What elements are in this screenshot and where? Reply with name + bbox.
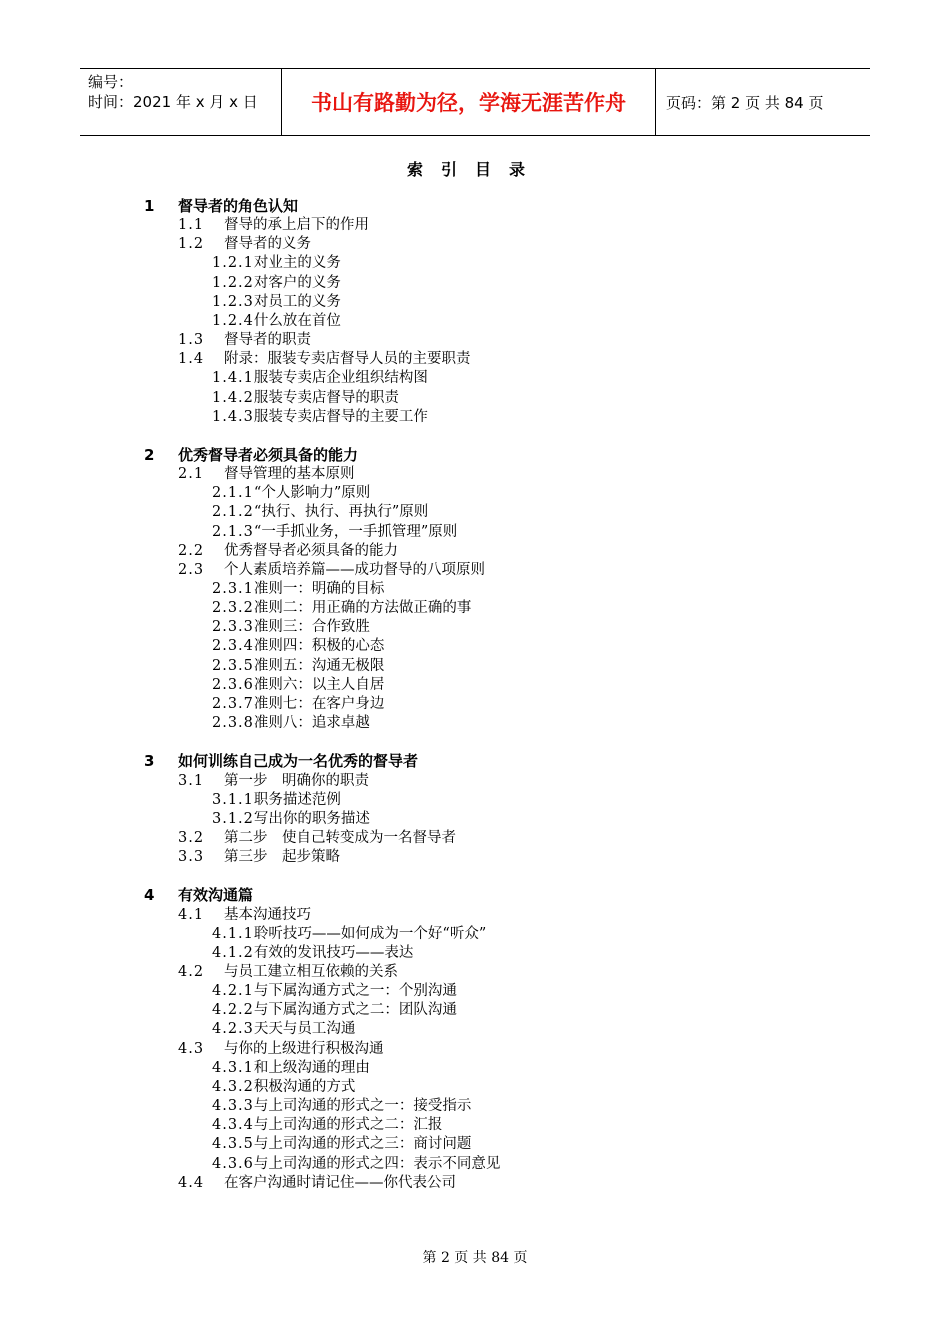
toc-entry-level-3 <box>212 618 370 637</box>
toc-text: 有效沟通篇 <box>178 886 254 905</box>
toc-text: 优秀督导者必须具备的能力 <box>224 542 398 559</box>
toc-number: 4.4 <box>178 1174 205 1191</box>
toc-entry-level-3 <box>212 944 413 963</box>
toc-number: 4.3.5 <box>212 1136 254 1153</box>
toc-number: 2.1.3 <box>212 523 254 540</box>
toc-number: 4.1.2 <box>212 944 254 961</box>
header-meta-cell <box>80 69 282 135</box>
toc-number: 2.3.1 <box>212 581 254 597</box>
toc-number: 2.3.7 <box>212 695 254 712</box>
toc-text: 准则五：沟通无极限 <box>253 657 385 674</box>
toc-text: 对客户的义务 <box>253 274 341 291</box>
toc-text: 第一步 明确你的职责 <box>224 772 369 789</box>
toc-text: 与下属沟通方式之一：个别沟通 <box>253 983 457 1000</box>
toc-text: 和上级沟通的理由 <box>253 1059 370 1076</box>
toc-text: 准则四：积极的心态 <box>253 638 385 655</box>
toc-entry-level-3 <box>212 714 370 733</box>
toc-entry-level-3 <box>212 408 428 427</box>
toc-number: 2.3.3 <box>212 619 254 636</box>
toc-entry-level-2 <box>178 216 369 235</box>
toc-number: 2.3.2 <box>212 600 254 617</box>
toc-text: 职务描述范例 <box>253 791 341 808</box>
toc-entry-level-3 <box>212 389 399 408</box>
toc-text: 督导管理的基本原则 <box>224 466 355 483</box>
toc-entry-level-3 <box>212 1078 355 1097</box>
toc-number: 4.3 <box>178 1040 205 1057</box>
toc-entry-level-3 <box>212 293 341 312</box>
toc-entry-level-1 <box>144 752 418 771</box>
toc-entry-level-2 <box>178 561 485 580</box>
toc-entry-level-3 <box>212 484 370 503</box>
toc-entry-level-3 <box>212 982 457 1001</box>
toc-number: 1.2.4 <box>212 312 254 329</box>
toc-number: 4.3.4 <box>212 1117 254 1134</box>
toc-number: 1.2.1 <box>212 255 254 272</box>
toc-text: 督导者的角色认知 <box>178 197 299 215</box>
toc-entry-level-3 <box>212 599 471 618</box>
toc-text: 如何训练自己成为一名优秀的督导者 <box>178 752 419 771</box>
toc-text: 与上司沟通的形式之二：汇报 <box>253 1117 443 1134</box>
toc-entry-level-3 <box>212 810 370 829</box>
toc-number: 4.3.2 <box>212 1078 254 1095</box>
toc-text: 天天与员工沟通 <box>253 1021 356 1038</box>
toc-text: 聆听技巧——如何成为一个好“听众” <box>253 925 487 942</box>
toc-number: 2.3.4 <box>212 638 254 655</box>
toc-text: 与员工建立相互依赖的关系 <box>224 964 398 980</box>
toc-text: 督导的承上启下的作用 <box>224 217 369 234</box>
toc-text: 积极沟通的方式 <box>253 1078 356 1095</box>
toc-entry-level-2 <box>178 350 471 369</box>
toc-text: 与上司沟通的形式之四：表示不同意见 <box>253 1155 501 1172</box>
toc-number: 3 <box>144 752 155 771</box>
toc-number: 4.1 <box>178 906 205 923</box>
toc-text: 与下属沟通方式之二：团队沟通 <box>253 1002 457 1019</box>
page-title: 索引目录 <box>406 160 543 179</box>
toc-entry-level-2 <box>178 772 369 791</box>
toc-text: 准则七：在客户身边 <box>253 695 385 712</box>
toc-number: 1.4.1 <box>212 370 254 387</box>
toc-text: 对员工的义务 <box>253 293 341 310</box>
toc-text: 督导者的职责 <box>224 332 311 349</box>
toc-entry-level-3 <box>212 1097 471 1116</box>
toc-text: 第三步 起步策略 <box>224 849 340 866</box>
toc-entry-level-3 <box>212 580 384 599</box>
toc-text: 对业主的义务 <box>253 255 341 272</box>
toc-entry-level-1 <box>144 886 253 905</box>
toc-entry-level-2 <box>178 848 340 867</box>
toc-number: 4.1.1 <box>212 925 254 942</box>
toc-entry-level-2 <box>178 331 311 350</box>
toc-entry-level-3 <box>212 695 384 714</box>
toc-number: 1.4 <box>178 351 205 368</box>
toc-entry-level-3 <box>212 925 486 944</box>
toc-entry-level-3 <box>212 369 428 388</box>
toc-number: 4.2.1 <box>212 983 254 1000</box>
toc-entry-level-3 <box>212 637 384 656</box>
toc-entry-level-1 <box>144 446 358 465</box>
toc-number: 2.3 <box>178 561 205 578</box>
toc-entry-level-2 <box>178 906 311 925</box>
toc-number: 4.3.6 <box>212 1155 254 1172</box>
toc-entry-level-3 <box>212 1059 370 1078</box>
toc-number: 2.3.8 <box>212 715 254 732</box>
toc-text: 什么放在首位 <box>253 312 341 329</box>
toc-number: 2.1.2 <box>212 504 254 521</box>
toc-text: 准则八：追求卓越 <box>253 715 370 732</box>
toc-text: 准则三：合作致胜 <box>253 619 370 636</box>
toc-number: 1.1 <box>178 217 205 234</box>
date-label: 时间：2021 年 x 月 x 日 <box>88 93 258 111</box>
toc-entry-level-3 <box>212 312 341 331</box>
toc-text: 准则一：明确的目标 <box>253 581 385 597</box>
toc-number: 1.2 <box>178 236 205 253</box>
toc-text: 有效的发讯技巧——表达 <box>253 944 414 961</box>
toc-entry-level-2 <box>178 1174 456 1193</box>
toc-entry-level-3 <box>212 503 428 522</box>
toc-entry-level-3 <box>212 1135 471 1154</box>
toc-entry-level-2 <box>178 963 398 982</box>
serial-label: 编号： <box>88 73 134 91</box>
toc-text: 附录：服装专卖店督导人员的主要职责 <box>224 351 471 368</box>
toc-number: 2.3.5 <box>212 657 254 674</box>
toc-entry-level-3 <box>212 254 341 273</box>
toc-entry-level-3 <box>212 523 457 542</box>
toc-text: 在客户沟通时请记住——你代表公司 <box>224 1174 456 1191</box>
toc-entry-level-3 <box>212 676 384 695</box>
toc-entry-level-3 <box>212 274 341 293</box>
header-motto: 书山有路勤为径，学海无涯苦作舟 <box>282 69 656 135</box>
toc-entry-level-3 <box>212 1116 442 1135</box>
toc-entry-level-3 <box>212 1001 457 1020</box>
toc-number: 1.2.3 <box>212 293 254 310</box>
toc-text: 基本沟通技巧 <box>224 906 311 923</box>
toc-number: 4.3.1 <box>212 1059 254 1076</box>
toc-number: 3.1.2 <box>212 810 254 827</box>
toc-text: 个人素质培养篇——成功督导的八项原则 <box>224 561 485 578</box>
toc-number: 1.3 <box>178 332 205 349</box>
toc-entry-level-3 <box>212 1155 500 1174</box>
toc-text: 服装专卖店督导的职责 <box>253 389 399 406</box>
header-table <box>80 68 870 136</box>
toc-entry-level-2 <box>178 465 355 484</box>
toc-number: 2 <box>144 445 155 464</box>
toc-number: 4.2 <box>178 964 205 980</box>
toc-number: 4.2.2 <box>212 1002 254 1019</box>
toc-text: “执行、执行、再执行”原则 <box>253 504 429 521</box>
toc-number: 2.1 <box>178 466 205 483</box>
toc-number: 2.1.1 <box>212 485 254 502</box>
toc-entry-level-2 <box>178 1040 384 1059</box>
toc-text: “个人影响力”原则 <box>253 485 371 502</box>
toc-text: 与上司沟通的形式之三：商讨问题 <box>253 1136 472 1153</box>
toc-entry-level-2 <box>178 235 311 254</box>
toc-text: 服装专卖店督导的主要工作 <box>253 408 428 425</box>
toc-text: 督导者的义务 <box>224 236 311 253</box>
toc-number: 3.1 <box>178 772 205 789</box>
toc-number: 3.1.1 <box>212 791 254 808</box>
toc-entry-level-2 <box>178 542 398 561</box>
toc-number: 3.2 <box>178 829 205 846</box>
toc-entry-level-2 <box>178 829 456 848</box>
toc-number: 1 <box>144 197 155 215</box>
toc-entry-level-3 <box>212 791 341 810</box>
toc-number: 1.4.3 <box>212 408 254 425</box>
toc-number: 1.4.2 <box>212 389 254 406</box>
toc-text: 准则二：用正确的方法做正确的事 <box>253 600 472 617</box>
toc-text: 准则六：以主人自居 <box>253 676 385 693</box>
toc-number: 4.2.3 <box>212 1021 254 1038</box>
toc-text: 与上司沟通的形式之一：接受指示 <box>253 1098 472 1115</box>
toc-entry-level-3 <box>212 657 384 676</box>
toc-number: 3.3 <box>178 849 205 866</box>
toc-text: 优秀督导者必须具备的能力 <box>178 445 359 464</box>
toc-entry-level-3 <box>212 1020 355 1039</box>
toc-number: 4 <box>144 886 155 905</box>
toc-text: 第二步 使自己转变成为一名督导者 <box>224 829 456 846</box>
toc-number: 2.2 <box>178 542 205 559</box>
toc-number: 2.3.6 <box>212 676 254 693</box>
toc-number: 1.2.2 <box>212 274 254 291</box>
toc-number: 4.3.3 <box>212 1098 254 1115</box>
header-page-info: 页码：第 2 页 共 84 页 <box>666 93 824 112</box>
page-footer: 第 2 页 共 84 页 <box>422 1250 528 1266</box>
toc-entry-level-1 <box>144 197 298 216</box>
toc-text: 与你的上级进行积极沟通 <box>224 1040 384 1057</box>
toc-text: “一手抓业务，一手抓管理”原则 <box>253 523 458 540</box>
toc-text: 服装专卖店企业组织结构图 <box>253 370 428 387</box>
toc-text: 写出你的职务描述 <box>253 810 370 827</box>
